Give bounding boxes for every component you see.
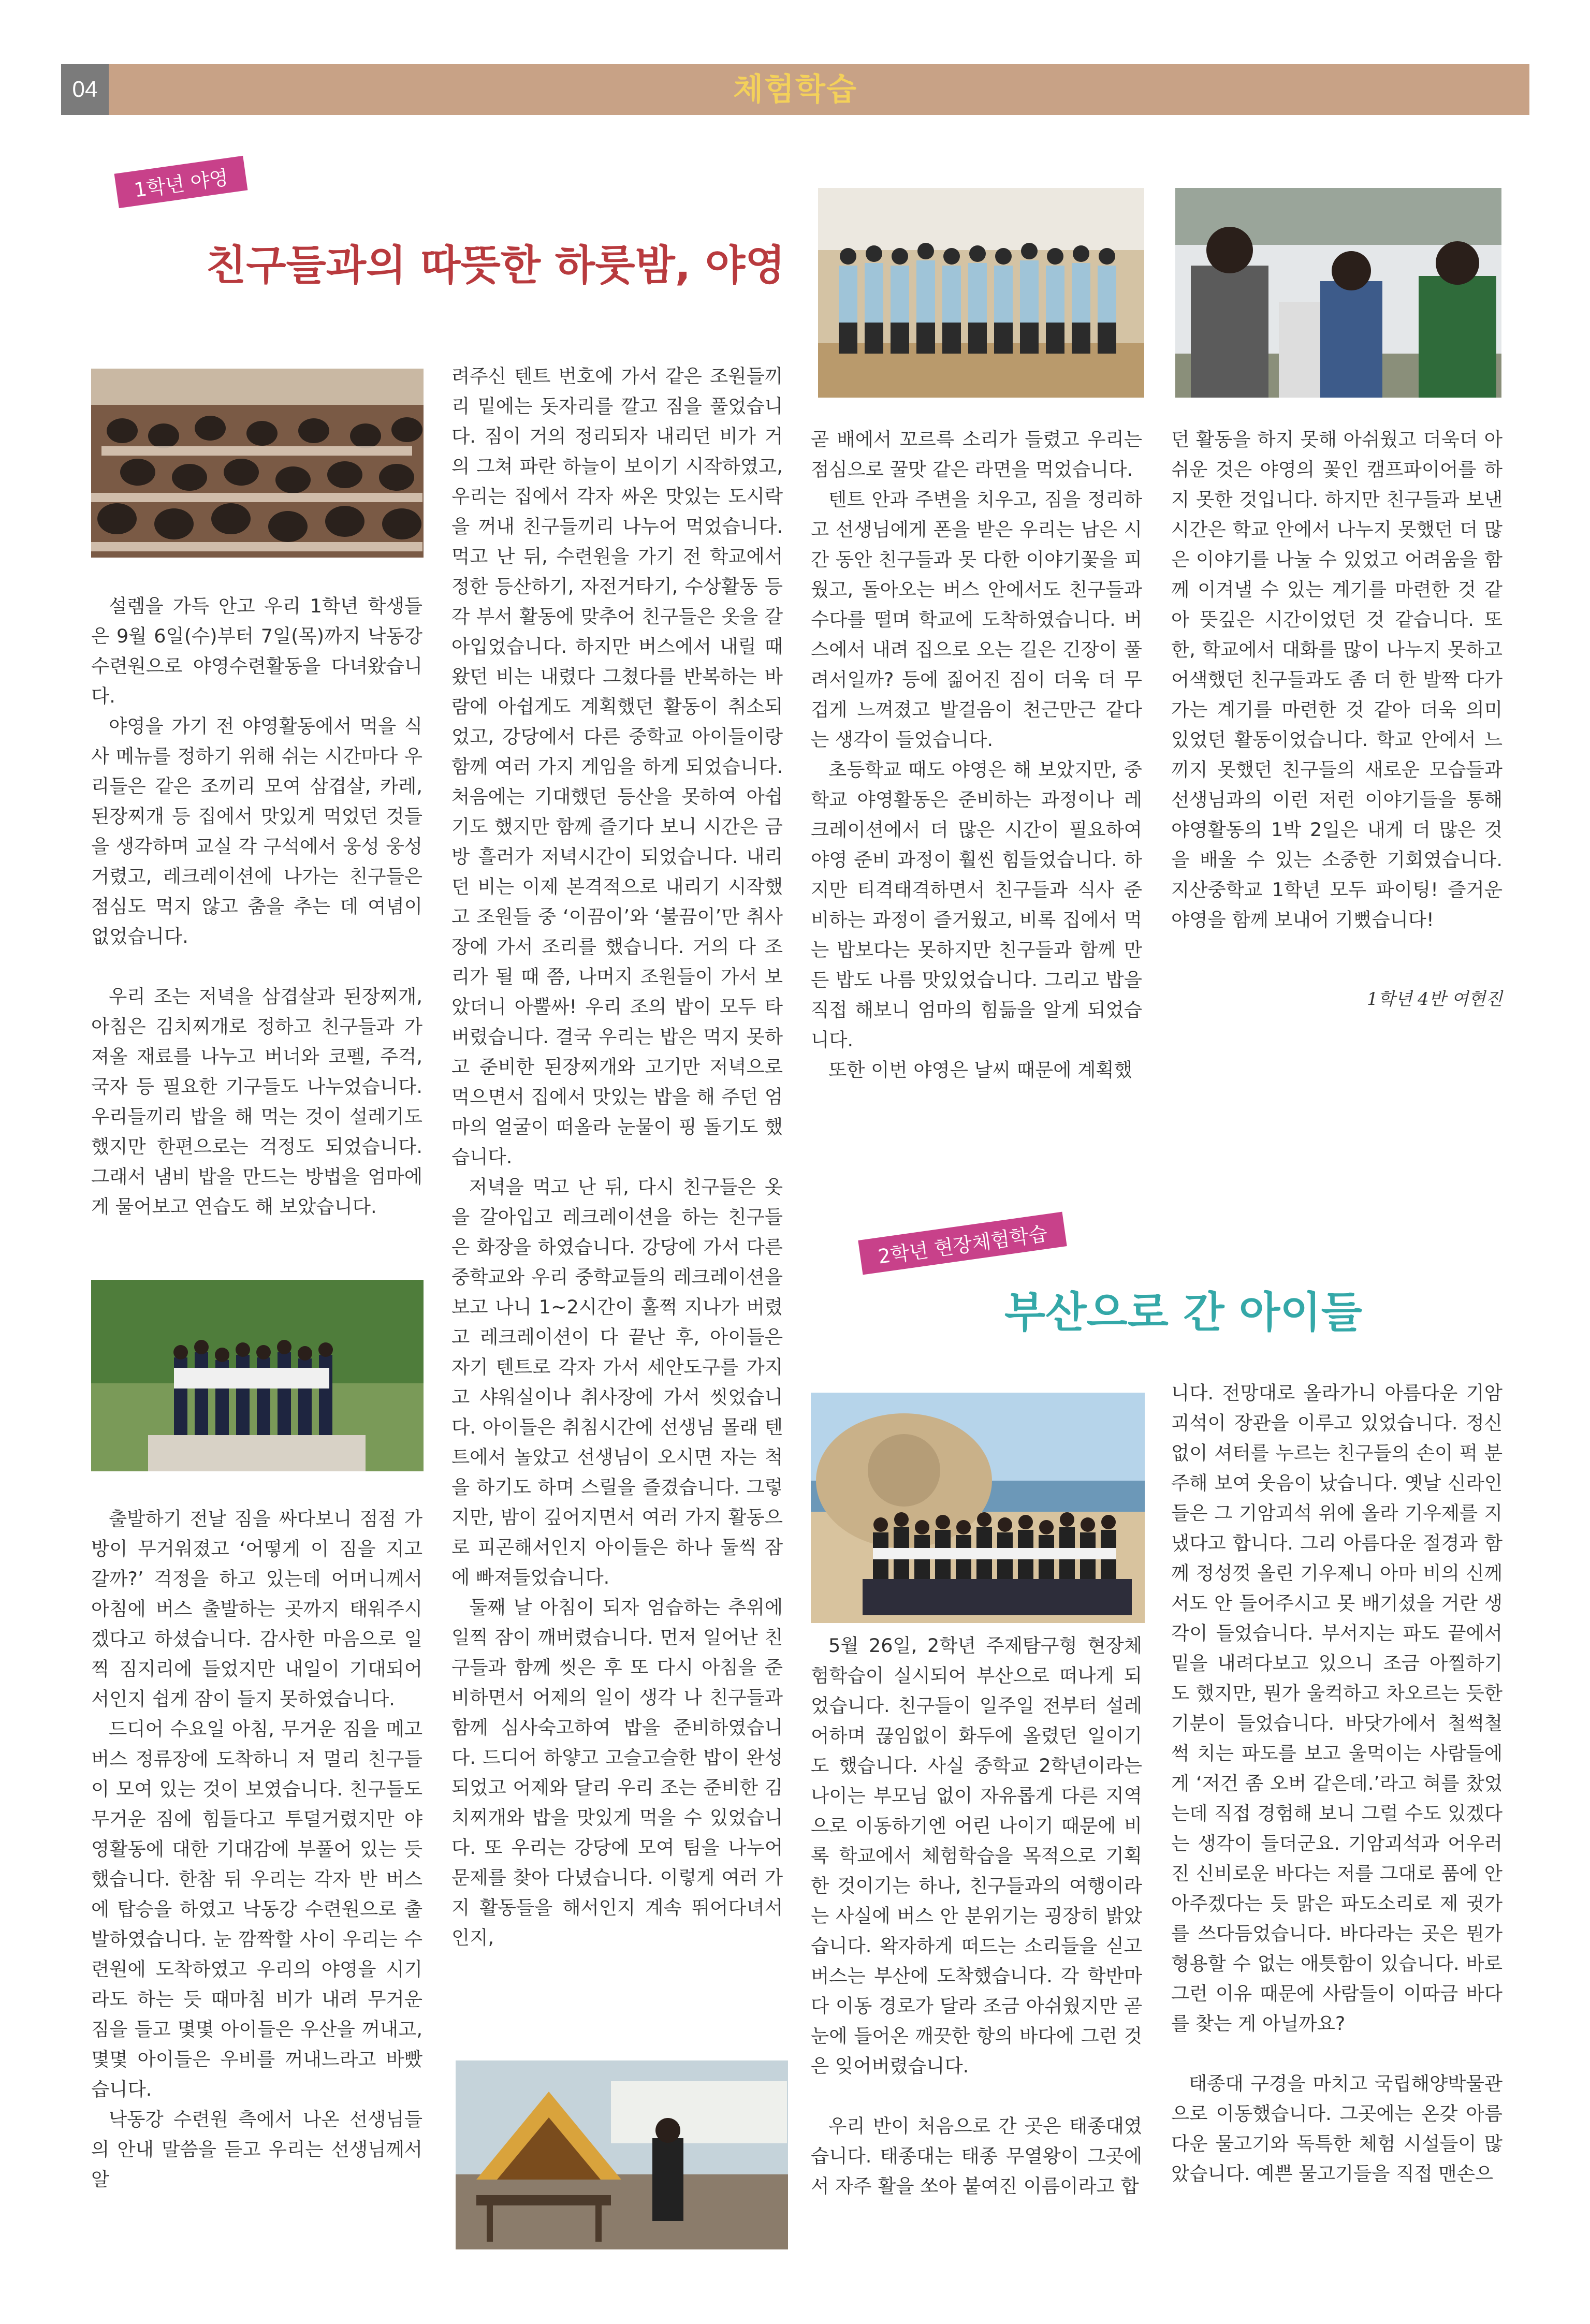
paragraph: 텐트 안과 주변을 치우고, 짐을 정리하고 선생님에게 폰을 받은 우리는 남은 시간 동안 친구들과 못 다한 이야기꽃을 피웠고, 돌아오는 버스 안에서도 친구들과 수다를 떨며 학교에 도착하였습니다. 버스에서 내려 집으로 오는 길은 긴장이 풀려서일까? 등에 짊어진 짐이 더욱 더 무겁게 느껴졌고 발걸음이 천근만근 같다는 생각이 들었습니다. [811,488,1142,751]
paragraph: 태종대 구경을 마치고 국립해양박물관으로 이동했습니다. 그곳에는 온갖 아름다운 물고기와 독특한 체험 시설들이 많았습니다. 예쁜 물고기들을 직접 맨손으 [1171,2072,1503,2185]
paragraph: 니다. 전망대로 올라가니 아름다운 기암괴석이 장관을 이루고 있었습니다. 정신없이 셔터를 누르는 친구들의 손이 퍽 분주해 보여 웃음이 났습니다. 옛날 신라인들은 그 기암괴석 위에 올라 기우제를 지냈다고 합니다. 그리 아름다운 절경과 함께 정성껏 올린 기우제니 아마 비의 신께서도 안 들어주시고 못 배기셨을 거란 생각이 들었습니다. 부서지는 파도 끝에서 밑을 내려다보고 있으니 조금 아찔하기도 했지만, 뭔가 울컥하고 차오르는 듯한 기분이 들었습니다. 바닷가에서 철썩철썩 치는 파도를 보고 울먹이는 사람들에게 ‘저건 좀 오버 같은데.’라고 혀를 찼었는데 직접 경험해 보니 그럴 수도 있겠다는 생각이 들더군요. 기암괴석과 어우러진 신비로운 바다는 저를 그대로 품에 안아주겠다는 듯 맑은 파도소리로 제 귓가를 쓰다듬었습니다. 바다라는 곳은 뭔가 형용할 수 없는 애틋함이 있습니다. 바로 그런 이유 때문에 사람들이 이따금 바다를 찾는 게 아닐까요? [1171,1382,1503,2035]
article1-column3 [811,425,1142,1085]
article2-column3 [811,1631,1142,2201]
paragraph: 우리 반이 처음으로 간 곳은 태종대였습니다. 태종대는 태종 무열왕이 그곳에서 자주 활을 쏘아 붙여진 이름이라고 합 [811,2115,1142,2197]
article2-column4 [1171,1378,1503,2189]
paragraph: 초등학교 때도 야영은 해 보았지만, 중학교 야영활동은 준비하는 과정이나 레크레이션에서 더 많은 시간이 필요하여 야영 준비 과정이 훨씬 힘들었습니다. 하지만 티격태격하면서 친구들과 식사 준비하는 과정이 즐거웠고, 비록 집에서 먹는 밥보다는 못하지만 친구들과 함께 만든 밥도 나름 맛있었습니다. 그리고 밥을 직접 해보니 엄마의 힘듦을 알게 되었습니다. [811,758,1142,1051]
paragraph: 둘째 날 아침이 되자 엄습하는 추위에 일찍 잠이 깨버렸습니다. 먼저 일어난 친구들과 함께 씻은 후 또 다시 아침을 준비하면서 어제의 일이 생각 나 친구들과 함께 심사숙고하여 밥을 준비하였습니다. 드디어 하얗고 고슬고슬한 밥이 완성되었고 어제와 달리 우리 조는 준비한 김치찌개와 밥을 맛있게 먹을 수 있었습니다. 또 우리는 강당에 모여 팀을 나누어 문제를 찾아 다녔습니다. 이렇게 여러 가지 활동들을 해서인지 계속 뛰어다녀서인지, [451,1596,783,1949]
article1-title: 친구들과의 따뜻한 하룻밤, 야영 [206,241,785,289]
page-number: 04 [61,64,109,115]
paragraph: 출발하기 전날 짐을 싸다보니 점점 가방이 무거워졌고 ‘어떻게 이 짐을 지고 갈까?’ 걱정을 하고 있는데 어머니께서 아침에 버스 출발하는 곳까지 태워주시겠다고 하셨습니다. 감사한 마음으로 일찍 짐지리에 들었지만 내일이 기대되어 서인지 쉽게 잠이 들지 못하였습니다. [91,1508,422,1710]
tent-photo [456,2060,788,2249]
boys-outdoor-photo [1175,188,1501,398]
article1-column4 [1171,425,1503,935]
paragraph: 곧 배에서 꼬르륵 소리가 들렸고 우리는 점심으로 꿀맛 같은 라면을 먹었습니다. [811,428,1142,480]
paragraph: 려주신 텐트 번호에 가서 같은 조원들끼리 밑에는 돗자리를 깔고 짐을 풀었습니다. 짐이 거의 정리되자 내리던 비가 거의 그쳐 파란 하늘이 보이기 시작하였고, 우리는 집에서 각자 싸온 맛있는 도시락을 꺼내 친구들끼리 나누어 먹었습니다. 먹고 난 뒤, 수련원을 가기 전 학교에서 정한 등산하기, 자전거타기, 수상활동 등 각 부서 활동에 맞추어 친구들은 옷을 갈아입었습니다. 하지만 버스에서 내릴 때 왔던 비는 내렸다 그쳤다를 반복하는 바람에 아쉽게도 계획했던 활동이 취소되었고, 강당에서 다른 중학교 아이들이랑 함께 여러 가지 게임을 하게 되었습니다. 처음에는 기대했던 등산을 못하여 아쉽기도 했지만 함께 즐기다 보니 시간은 금방 흘러가 저녁시간이 되었습니다. 내리던 비는 이제 본격적으로 내리기 시작했고 조원들 중 ‘이끔이’와 ‘불끔이’만 취사장에 가서 조리를 했습니다. 거의 다 조리가 될 때 쯤, 나머지 조원들이 가서 보았더니 아뿔싸! 우리 조의 밥이 모두 타버렸습니다. 결국 우리는 밥은 먹지 못하고 준비한 된장찌개와 고기만 저녁으로 먹으면서 집에서 맛있는 밥을 해 주던 엄마의 얼굴이 떠올라 눈물이 핑 돌기도 했습니다. [451,365,783,1168]
paragraph: 저녁을 먹고 난 뒤, 다시 친구들은 옷을 갈아입고 레크레이션을 하는 친구들은 화장을 하였습니다. 강당에 가서 다른 중학교와 우리 중학교들의 레크레이션을 보고 나니 1~2시간이 훌쩍 지나가 버렸고 레크레이션이 다 끝난 후, 아이들은 자기 텐트로 각자 가서 세안도구를 가지고 샤워실이나 취사장에 가서 씻었습니다. 아이들은 취침시간에 선생님 몰래 텐트에서 놀았고 선생님이 오시면 자는 척을 하기도 하며 스릴을 즐겼습니다. 그렇지만, 밤이 깊어지면서 여러 가지 활동으로 피곤해서인지 아이들은 하나 둘씩 잠에 빠져들었습니다. [451,1176,783,1588]
paragraph: 설렘을 가득 안고 우리 1학년 학생들은 9월 6일(수)부터 7일(목)까지 낙동강 수련원으로 야영수련활동을 다녀왔습니다. [91,595,422,707]
paragraph: 우리 조는 저녁을 삼겹살과 된장찌개, 아침은 김치찌개로 정하고 친구들과 가져올 재료를 나누고 버너와 코펠, 주걱, 국자 등 필요한 기구들도 나누었습니다. 우리들끼리 밥을 해 먹는 것이 설레기도 했지만 한편으로는 걱정도 되었습니다. 그래서 냄비 밥을 만드는 방법을 엄마에게 물어보고 연습도 해 보았습니다. [91,985,422,1218]
article1-tag: 1학년 야영 [114,156,248,208]
group-outdoor-photo [91,1280,424,1471]
students-line-photo [818,188,1144,398]
article2-tag: 2학년 현장체험학습 [858,1212,1067,1275]
busan-beach-photo [811,1393,1145,1623]
section-header-bar [61,64,1529,115]
article1-column1-bottom [91,1504,422,2195]
paragraph: 낙동강 수련원 측에서 나온 선생님들의 안내 말씀을 듣고 우리는 선생님께서 알 [91,2108,422,2190]
paragraph: 또한 이번 야영은 날씨 때문에 계획했 [828,1059,1132,1081]
article1-column1-top [91,591,422,1222]
gym-students-photo [91,369,424,558]
paragraph: 던 활동을 하지 못해 아쉬웠고 더욱더 아쉬운 것은 야영의 꽃인 캠프파이어를 하지 못한 것입니다. 하지만 친구들과 보낸 시간은 학교 안에서 나누지 못했던 더 많은 이야기를 나눌 수 있었고 어려움을 함께 이겨낼 수 있는 계기를 마련한 것 같아 뜻깊은 시간이었던 것 같습니다. 또한, 학교에서 대화를 많이 나누지 못하고 어색했던 친구들과도 좀 더 한 발짝 다가가는 계기를 마련한 것 같아 더욱 의미 있었던 활동이었습니다. 학교 안에서 느끼지 못했던 친구들의 새로운 모습들과 선생님과의 이런 저런 이야기들을 통해 야영활동의 1박 2일은 내게 더 많은 것을 배울 수 있는 소중한 기회였습니다. 지산중학교 1학년 모두 파이팅! 즐거운 야영을 함께 보내어 기뻤습니다! [1171,428,1503,931]
author-signature: 1학년 4반 여현진 [1367,989,1503,1010]
paragraph: 5월 26일, 2학년 주제탐구형 현장체험학습이 실시되어 부산으로 떠나게 되었습니다. 친구들이 일주일 전부터 설레어하며 끊임없이 화두에 올렸던 일이기도 했습니다. 사실 중학교 2학년이라는 나이는 부모님 없이 자유롭게 다른 지역으로 이동하기엔 어린 나이기 때문에 비록 학교에서 체험학습을 목적으로 기획한 것이기는 하나, 친구들과의 여행이라는 사실에 버스 안 분위기는 굉장히 밝았습니다. 왁자하게 떠드는 소리들을 싣고 버스는 부산에 도착했습니다. 각 학반마다 이동 경로가 달라 조금 아쉬웠지만 곧 눈에 들어온 깨끗한 항의 바다에 그런 것은 잊어버렸습니다. [811,1634,1142,2077]
article2-title: 부산으로 간 아이들 [1004,1288,1362,1337]
section-title: 체험학습 [733,71,857,108]
paragraph: 야영을 가기 전 야영활동에서 먹을 식사 메뉴를 정하기 위해 쉬는 시간마다 우리들은 같은 조끼리 모여 삼겹살, 카레, 된장찌개 등 집에서 맛있게 먹었던 것들을 생각하며 교실 각 구석에서 웅성 웅성거렸고, 레크레이션에 나가는 친구들은 점심도 먹지 않고 춤을 추는 데 여념이 없었습니다. [91,715,422,947]
article1-column2 [451,361,783,1953]
paragraph: 드디어 수요일 아침, 무거운 짐을 메고 버스 정류장에 도착하니 저 멀리 친구들이 모여 있는 것이 보였습니다. 친구들도 무거운 짐에 힘들다고 투덜거렸지만 야영활동에 대한 기대감에 부풀어 있는 듯 했습니다. 한참 뒤 우리는 각자 반 버스에 탑승을 하였고 낙동강 수련원으로 출발하였습니다. 눈 깜짝할 사이 우리는 수련원에 도착하였고 우리의 야영을 시기라도 하는 듯 때마침 비가 내려 무거운 짐을 들고 몇몇 아이들은 우산을 꺼내고, 몇몇 아이들은 우비를 꺼내느라고 바빴습니다. [91,1718,422,2100]
